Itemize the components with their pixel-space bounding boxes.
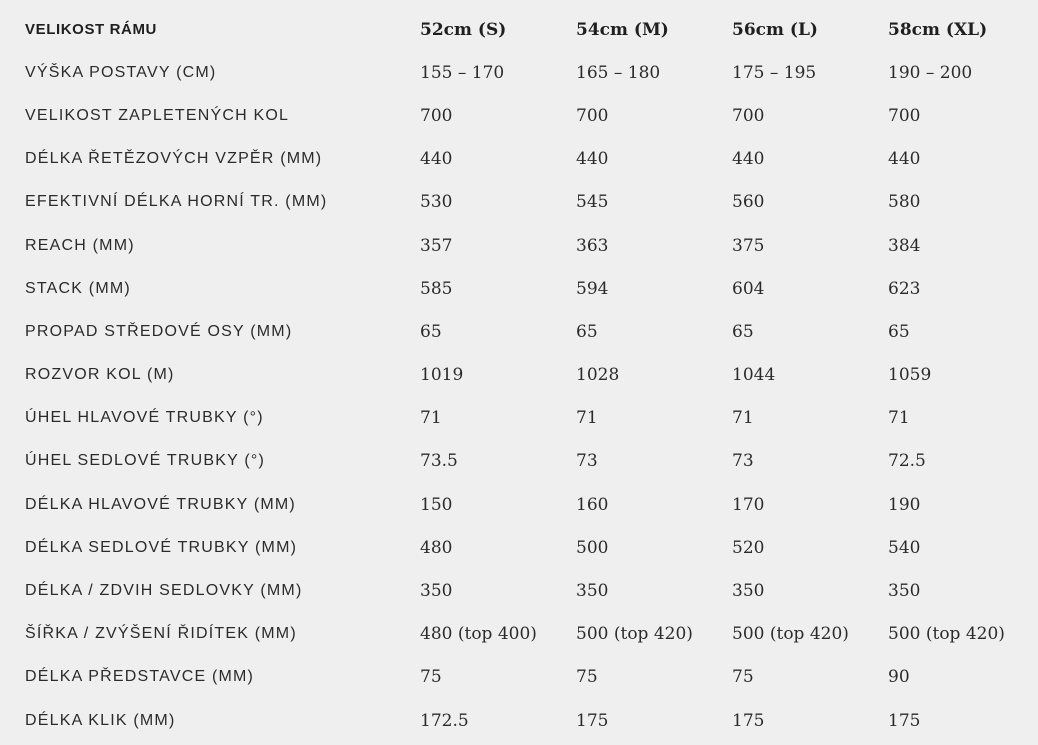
value-cell: 530 bbox=[420, 192, 453, 213]
value-cell: 160 bbox=[576, 494, 609, 515]
value-cell: 604 bbox=[732, 278, 765, 299]
value-cell: 623 bbox=[888, 278, 921, 299]
value-cell: 75 bbox=[576, 667, 598, 688]
value-cell: 73 bbox=[576, 451, 598, 472]
value-cell: 73.5 bbox=[420, 451, 458, 472]
value-cell: 71 bbox=[420, 408, 442, 429]
value-cell: 1059 bbox=[888, 365, 932, 386]
value-cell: 1019 bbox=[420, 365, 464, 386]
value-cell: 440 bbox=[888, 149, 921, 170]
value-cell: 350 bbox=[732, 581, 765, 602]
value-cell: 72.5 bbox=[888, 451, 926, 472]
table-row bbox=[0, 94, 1038, 137]
row-label: DÉLKA PŘEDSTAVCE (MM) bbox=[25, 668, 255, 686]
value-cell: 560 bbox=[732, 192, 765, 213]
size-column-header: 56cm (L) bbox=[732, 19, 818, 40]
value-cell: 540 bbox=[888, 537, 921, 558]
value-cell: 190 bbox=[888, 494, 921, 515]
value-cell: 1044 bbox=[732, 365, 776, 386]
value-cell: 440 bbox=[576, 149, 609, 170]
value-cell: 65 bbox=[420, 321, 442, 342]
value-cell: 175 bbox=[576, 710, 609, 731]
value-cell: 71 bbox=[732, 408, 754, 429]
value-cell: 170 bbox=[732, 494, 765, 515]
value-cell: 190 – 200 bbox=[888, 62, 973, 83]
row-label: DÉLKA SEDLOVÉ TRUBKY (MM) bbox=[25, 538, 298, 556]
table-row bbox=[0, 181, 1038, 224]
table-row bbox=[0, 224, 1038, 267]
row-label: DÉLKA HLAVOVÉ TRUBKY (MM) bbox=[25, 495, 296, 513]
table-row bbox=[0, 310, 1038, 353]
row-label: DÉLKA KLIK (MM) bbox=[25, 711, 176, 729]
value-cell: 500 bbox=[576, 537, 609, 558]
value-cell: 700 bbox=[576, 105, 609, 126]
table-row bbox=[0, 51, 1038, 94]
value-cell: 350 bbox=[576, 581, 609, 602]
value-cell: 357 bbox=[420, 235, 453, 256]
value-cell: 71 bbox=[888, 408, 910, 429]
value-cell: 375 bbox=[732, 235, 765, 256]
row-label: VELIKOST ZAPLETENÝCH KOL bbox=[25, 106, 290, 124]
table-row bbox=[0, 483, 1038, 526]
table-row bbox=[0, 526, 1038, 569]
geometry-table bbox=[0, 8, 1038, 742]
table-body bbox=[0, 51, 1038, 742]
value-cell: 480 (top 400) bbox=[420, 624, 537, 645]
value-cell: 165 – 180 bbox=[576, 62, 661, 83]
table-row bbox=[0, 440, 1038, 483]
table-row bbox=[0, 613, 1038, 656]
table-row bbox=[0, 354, 1038, 397]
value-cell: 384 bbox=[888, 235, 921, 256]
size-column-header: 58cm (XL) bbox=[888, 19, 988, 40]
value-cell: 71 bbox=[576, 408, 598, 429]
row-label: STACK (MM) bbox=[25, 279, 131, 297]
row-label: ŠÍŘKA / ZVÝŠENÍ ŘIDÍTEK (MM) bbox=[25, 625, 297, 643]
value-cell: 585 bbox=[420, 278, 453, 299]
value-cell: 500 (top 420) bbox=[732, 624, 849, 645]
value-cell: 440 bbox=[420, 149, 453, 170]
table-header-row bbox=[0, 8, 1038, 51]
value-cell: 594 bbox=[576, 278, 609, 299]
row-label: ÚHEL HLAVOVÉ TRUBKY (°) bbox=[25, 409, 264, 427]
value-cell: 65 bbox=[732, 321, 754, 342]
value-cell: 75 bbox=[732, 667, 754, 688]
value-cell: 65 bbox=[576, 321, 598, 342]
value-cell: 440 bbox=[732, 149, 765, 170]
row-label: VÝŠKA POSTAVY (CM) bbox=[25, 63, 217, 81]
row-label: ÚHEL SEDLOVÉ TRUBKY (°) bbox=[25, 452, 265, 470]
value-cell: 363 bbox=[576, 235, 609, 256]
value-cell: 545 bbox=[576, 192, 609, 213]
size-column-header: 52cm (S) bbox=[420, 19, 507, 40]
value-cell: 175 – 195 bbox=[732, 62, 817, 83]
table-row bbox=[0, 656, 1038, 699]
value-cell: 155 – 170 bbox=[420, 62, 505, 83]
value-cell: 75 bbox=[420, 667, 442, 688]
size-column-header: 54cm (M) bbox=[576, 19, 669, 40]
value-cell: 500 (top 420) bbox=[576, 624, 693, 645]
value-cell: 520 bbox=[732, 537, 765, 558]
row-label: DÉLKA / ZDVIH SEDLOVKY (MM) bbox=[25, 582, 303, 600]
value-cell: 65 bbox=[888, 321, 910, 342]
row-label: REACH (MM) bbox=[25, 236, 135, 254]
value-cell: 480 bbox=[420, 537, 453, 558]
value-cell: 350 bbox=[420, 581, 453, 602]
value-cell: 172.5 bbox=[420, 710, 469, 731]
value-cell: 700 bbox=[732, 105, 765, 126]
value-cell: 1028 bbox=[576, 365, 620, 386]
value-cell: 90 bbox=[888, 667, 910, 688]
frame-size-heading: VELIKOST RÁMU bbox=[25, 21, 157, 39]
row-label: ROZVOR KOL (M) bbox=[25, 366, 175, 384]
table-row bbox=[0, 267, 1038, 310]
value-cell: 350 bbox=[888, 581, 921, 602]
value-cell: 580 bbox=[888, 192, 921, 213]
row-label: PROPAD STŘEDOVÉ OSY (MM) bbox=[25, 322, 293, 340]
table-row bbox=[0, 569, 1038, 612]
table-row bbox=[0, 138, 1038, 181]
value-cell: 73 bbox=[732, 451, 754, 472]
row-label: DÉLKA ŘETĚZOVÝCH VZPĚR (MM) bbox=[25, 150, 323, 168]
value-cell: 175 bbox=[888, 710, 921, 731]
value-cell: 700 bbox=[420, 105, 453, 126]
value-cell: 700 bbox=[888, 105, 921, 126]
value-cell: 150 bbox=[420, 494, 453, 515]
value-cell: 500 (top 420) bbox=[888, 624, 1005, 645]
table-row bbox=[0, 699, 1038, 742]
value-cell: 175 bbox=[732, 710, 765, 731]
table-row bbox=[0, 397, 1038, 440]
row-label: EFEKTIVNÍ DÉLKA HORNÍ TR. (MM) bbox=[25, 193, 328, 211]
